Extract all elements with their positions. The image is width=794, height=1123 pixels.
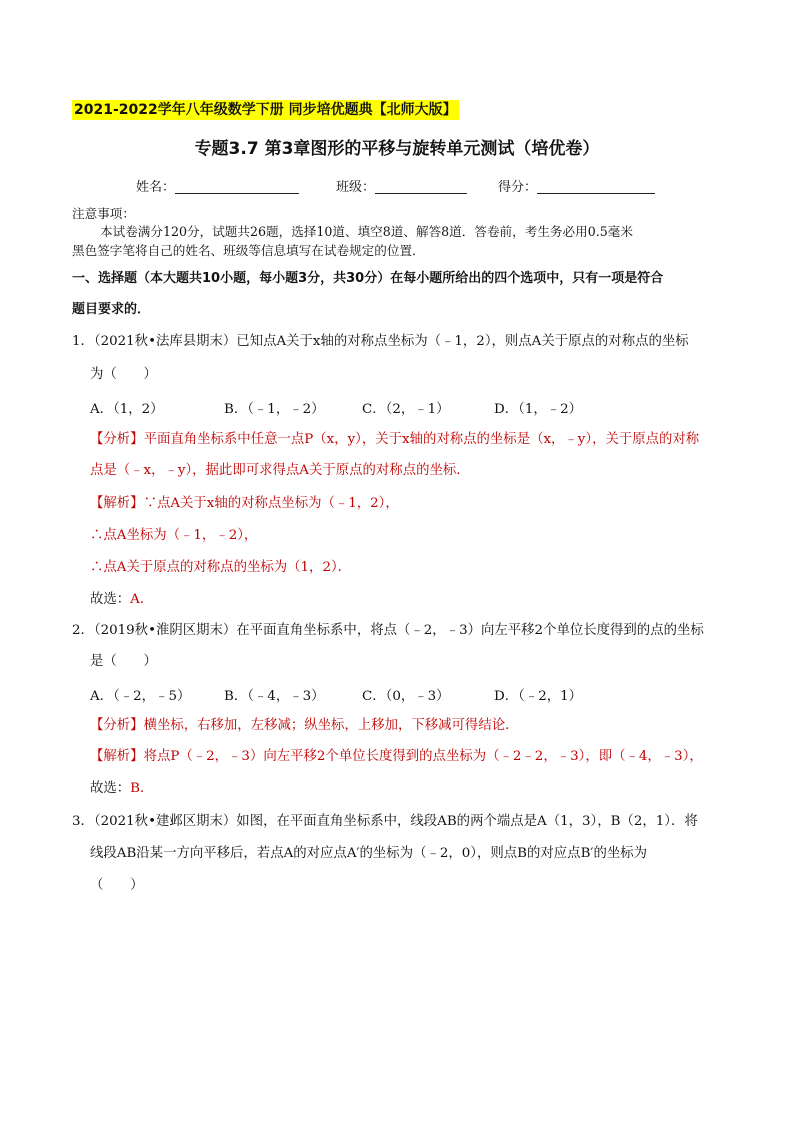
- name-field[interactable]: [136, 176, 299, 195]
- notice-line-1: 本试卷满分120分，试题共26题，选择10道、填空8道、解答8道．答卷前，考生务必用0.5毫米: [100, 224, 633, 239]
- q1-stem-line-2: 为（ ）: [90, 367, 157, 382]
- page-title-text: 专题3.7 第3章图形的平移与旋转单元测试（培优卷）: [194, 139, 600, 159]
- score-field[interactable]: [498, 176, 655, 195]
- name-label: 姓名：: [136, 180, 176, 195]
- q2-stem-line-1: 2．（2019秋•淮阴区期末）在平面直角坐标系中，将点（﹣2，﹣3）向左平移2个单位长度得到的点的坐标: [72, 623, 704, 638]
- score-label: 得分：: [498, 180, 538, 195]
- q2-choice-b[interactable]: B．（﹣4，﹣3）: [224, 689, 325, 704]
- header-tag: 2021-2022学年八年级数学下册 同步培优题典【北师大版】: [74, 102, 457, 118]
- notice-line-2: 黑色签字笔将自己的姓名、班级等信息填写在试卷规定的位置．: [72, 243, 425, 258]
- q2-choice-d[interactable]: D．（﹣2，1）: [494, 689, 583, 704]
- notice-heading: 注意事项：: [72, 206, 135, 221]
- q2-answer-line: [90, 779, 153, 799]
- q1-analysis-line-1: [90, 430, 699, 450]
- name-blank: [175, 179, 299, 194]
- score-blank: [537, 179, 655, 194]
- q2-solution-label: 【解析】: [90, 749, 144, 764]
- q2-choice-c[interactable]: C．（0，﹣3）: [362, 689, 450, 704]
- class-blank: [375, 179, 467, 194]
- q1-analysis-text-1: 平面直角坐标系中任意一点P（x，y），关于x轴的对称点的坐标是（x，﹣y），关于原点的对称: [143, 432, 700, 447]
- q2-answer: B．: [130, 781, 154, 796]
- q1-solution-line-3: ∴点A关于原点的对称点的坐标为（1，2）．: [90, 560, 352, 575]
- q1-solution-line-1: [90, 494, 399, 514]
- q1-solution-text-1: ∵点A关于x轴的对称点坐标为（﹣1，2），: [143, 496, 399, 511]
- q1-answer-line: [90, 590, 153, 610]
- q2-answer-prefix: 故选：: [90, 781, 131, 796]
- class-field[interactable]: [336, 176, 467, 195]
- section-heading-line-1: 一、选择题（本大题共10小题，每小题3分，共30分）在每小题所给出的四个选项中，只有一项是符合: [72, 271, 664, 286]
- q1-solution-line-2: ∴点A坐标为（﹣1，﹣2），: [90, 528, 258, 543]
- q3-stem-line-3: （ ）: [90, 878, 144, 893]
- q1-analysis-line-2: 点是（﹣x，﹣y），据此即可求得点A关于原点的对称点的坐标．: [90, 463, 470, 478]
- q2-choice-a[interactable]: A．（﹣2，﹣5）: [90, 689, 191, 704]
- q1-choice-d[interactable]: D．（1，﹣2）: [494, 402, 583, 417]
- q2-analysis-label: 【分析】: [90, 718, 144, 733]
- q1-choice-b[interactable]: B．（﹣1，﹣2）: [224, 402, 325, 417]
- q2-stem-line-2: 是（ ）: [90, 654, 157, 669]
- q1-choice-c[interactable]: C．（2，﹣1）: [362, 402, 450, 417]
- q2-analysis-line-1: [90, 716, 519, 736]
- q1-stem-line-1: 1．（2021秋•法库县期末）已知点A关于x轴的对称点坐标为（﹣1，2），则点A关于原点的对称点的坐标: [72, 334, 689, 349]
- q1-analysis-label: 【分析】: [90, 432, 144, 447]
- q2-solution-line-1: [90, 747, 703, 767]
- class-label: 班级：: [336, 180, 376, 195]
- q1-solution-label: 【解析】: [90, 496, 144, 511]
- q2-solution-text-1: 将点P（﹣2，﹣3）向左平移2个单位长度得到的点坐标为（﹣2﹣2，﹣3），即（﹣4，﹣3），: [143, 749, 703, 764]
- q3-stem-line-1: 3．（2021秋•建邺区期末）如图，在平面直角坐标系中，线段AB的两个端点是A（1，3），B（2，1）．将: [72, 814, 698, 829]
- section-heading-line-2: 题目要求的．: [72, 302, 151, 317]
- page-title: [0, 134, 794, 159]
- q1-answer-prefix: 故选：: [90, 592, 131, 607]
- q2-analysis-text-1: 横坐标，右移加，左移减；纵坐标，上移加，下移减可得结论．: [143, 718, 519, 733]
- q3-stem-line-2: 线段AB沿某一方向平移后，若点A的对应点A′的坐标为（﹣2，0），则点B的对应点B′的坐标为: [90, 846, 648, 861]
- q1-answer: A．: [130, 592, 154, 607]
- q1-choice-a[interactable]: A．（1，2）: [90, 402, 164, 417]
